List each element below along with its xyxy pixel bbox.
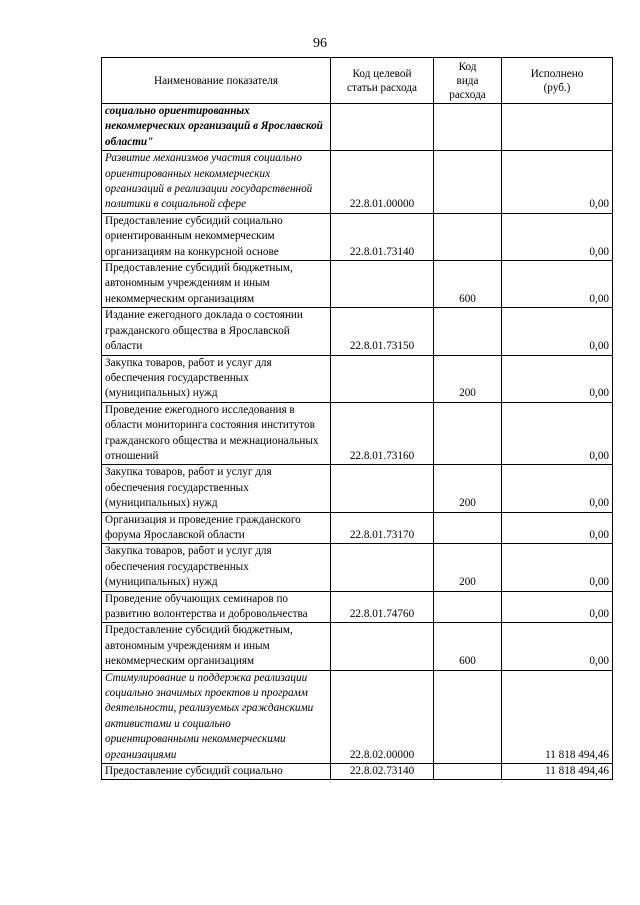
table-row <box>102 623 613 670</box>
row-amount: 0,00 <box>502 261 613 308</box>
row-kind <box>434 764 502 780</box>
table-row <box>102 261 613 308</box>
row-name: Организация и проведение гражданского форума Ярославской области <box>102 512 331 544</box>
row-amount: 0,00 <box>502 623 613 670</box>
row-code: 22.8.01.73160 <box>331 402 434 465</box>
header-kind-label-2: вида <box>456 74 479 87</box>
table-row <box>102 213 613 260</box>
table-row <box>102 355 613 402</box>
table-row <box>102 104 613 151</box>
row-kind: 200 <box>434 465 502 512</box>
row-code: 22.8.01.00000 <box>331 151 434 214</box>
header-code <box>331 58 434 104</box>
header-name <box>102 58 331 104</box>
row-code: 22.8.01.73150 <box>331 308 434 355</box>
row-name: Стимулирование и поддержка реализации социально значимых проектов и программ деятельности, реализуемых гражданскими активистами и социально ориентированными некоммерческими организациями <box>102 670 331 763</box>
row-code <box>331 544 434 591</box>
table-row <box>102 402 613 465</box>
row-amount: 0,00 <box>502 402 613 465</box>
header-kind-label-1: Код <box>458 60 477 73</box>
row-amount: 0,00 <box>502 465 613 512</box>
row-code <box>331 355 434 402</box>
expenditure-table <box>101 57 613 780</box>
row-kind: 200 <box>434 544 502 591</box>
row-name: Издание ежегодного доклада о состоянии гражданского общества в Ярославской области <box>102 308 331 355</box>
row-name: социально ориентированных некоммерческих организаций в Ярославской области" <box>102 104 331 151</box>
row-code: 22.8.01.74760 <box>331 591 434 623</box>
row-code <box>331 465 434 512</box>
row-code <box>331 623 434 670</box>
row-code: 22.8.01.73140 <box>331 213 434 260</box>
row-amount: 0,00 <box>502 591 613 623</box>
table-header-row <box>102 58 613 104</box>
row-name: Предоставление субсидий бюджетным, автономным учреждениям и иным некоммерческим организациям <box>102 261 331 308</box>
row-code <box>331 261 434 308</box>
row-name: Предоставление субсидий социально <box>102 764 331 780</box>
table-row <box>102 308 613 355</box>
row-kind <box>434 213 502 260</box>
row-code <box>331 104 434 151</box>
row-amount: 0,00 <box>502 355 613 402</box>
header-kind <box>434 58 502 104</box>
table-row <box>102 544 613 591</box>
row-amount: 0,00 <box>502 151 613 214</box>
header-code-label-1: Код целевой <box>352 67 412 80</box>
row-kind <box>434 104 502 151</box>
table-row <box>102 764 613 780</box>
header-kind-label-3: расхода <box>449 88 486 101</box>
row-kind <box>434 591 502 623</box>
row-amount: 0,00 <box>502 213 613 260</box>
row-amount: 11 818 494,46 <box>502 764 613 780</box>
header-amount-label-2: (руб.) <box>543 81 571 94</box>
row-code: 22.8.01.73170 <box>331 512 434 544</box>
row-code: 22.8.02.00000 <box>331 670 434 763</box>
row-kind <box>434 402 502 465</box>
row-kind <box>434 308 502 355</box>
row-kind <box>434 512 502 544</box>
page-number: 96 <box>313 36 327 51</box>
header-amount-label-1: Исполнено <box>530 67 584 80</box>
row-amount <box>502 104 613 151</box>
row-name: Предоставление субсидий бюджетным, автономным учреждениям и иным некоммерческим организациям <box>102 623 331 670</box>
row-name: Развитие механизмов участия социально ориентированных некоммерческих организаций в реализации государственной политики в социальной сфере <box>102 151 331 214</box>
row-name: Закупка товаров, работ и услуг для обеспечения государственных (муниципальных) нужд <box>102 465 331 512</box>
table-row <box>102 670 613 763</box>
row-name: Проведение ежегодного исследования в области мониторинга состояния институтов гражданского общества и межнациональных отношений <box>102 402 331 465</box>
table-row <box>102 591 613 623</box>
row-kind: 200 <box>434 355 502 402</box>
table-row <box>102 151 613 214</box>
row-code: 22.8.02.73140 <box>331 764 434 780</box>
header-name-label: Наименование показателя <box>154 74 278 87</box>
row-kind <box>434 151 502 214</box>
row-name: Закупка товаров, работ и услуг для обеспечения государственных (муниципальных) нужд <box>102 355 331 402</box>
table-row <box>102 465 613 512</box>
row-amount: 0,00 <box>502 308 613 355</box>
row-amount: 11 818 494,46 <box>502 670 613 763</box>
header-amount <box>502 58 613 104</box>
row-amount: 0,00 <box>502 512 613 544</box>
row-name: Проведение обучающих семинаров по развитию волонтерства и добровольчества <box>102 591 331 623</box>
row-kind: 600 <box>434 261 502 308</box>
header-code-label-2: статьи расхода <box>347 81 417 94</box>
row-kind <box>434 670 502 763</box>
row-name: Предоставление субсидий социально ориентированным некоммерческим организациям на конкурсной основе <box>102 213 331 260</box>
row-kind: 600 <box>434 623 502 670</box>
table-row <box>102 512 613 544</box>
row-amount: 0,00 <box>502 544 613 591</box>
row-name: Закупка товаров, работ и услуг для обеспечения государственных (муниципальных) нужд <box>102 544 331 591</box>
